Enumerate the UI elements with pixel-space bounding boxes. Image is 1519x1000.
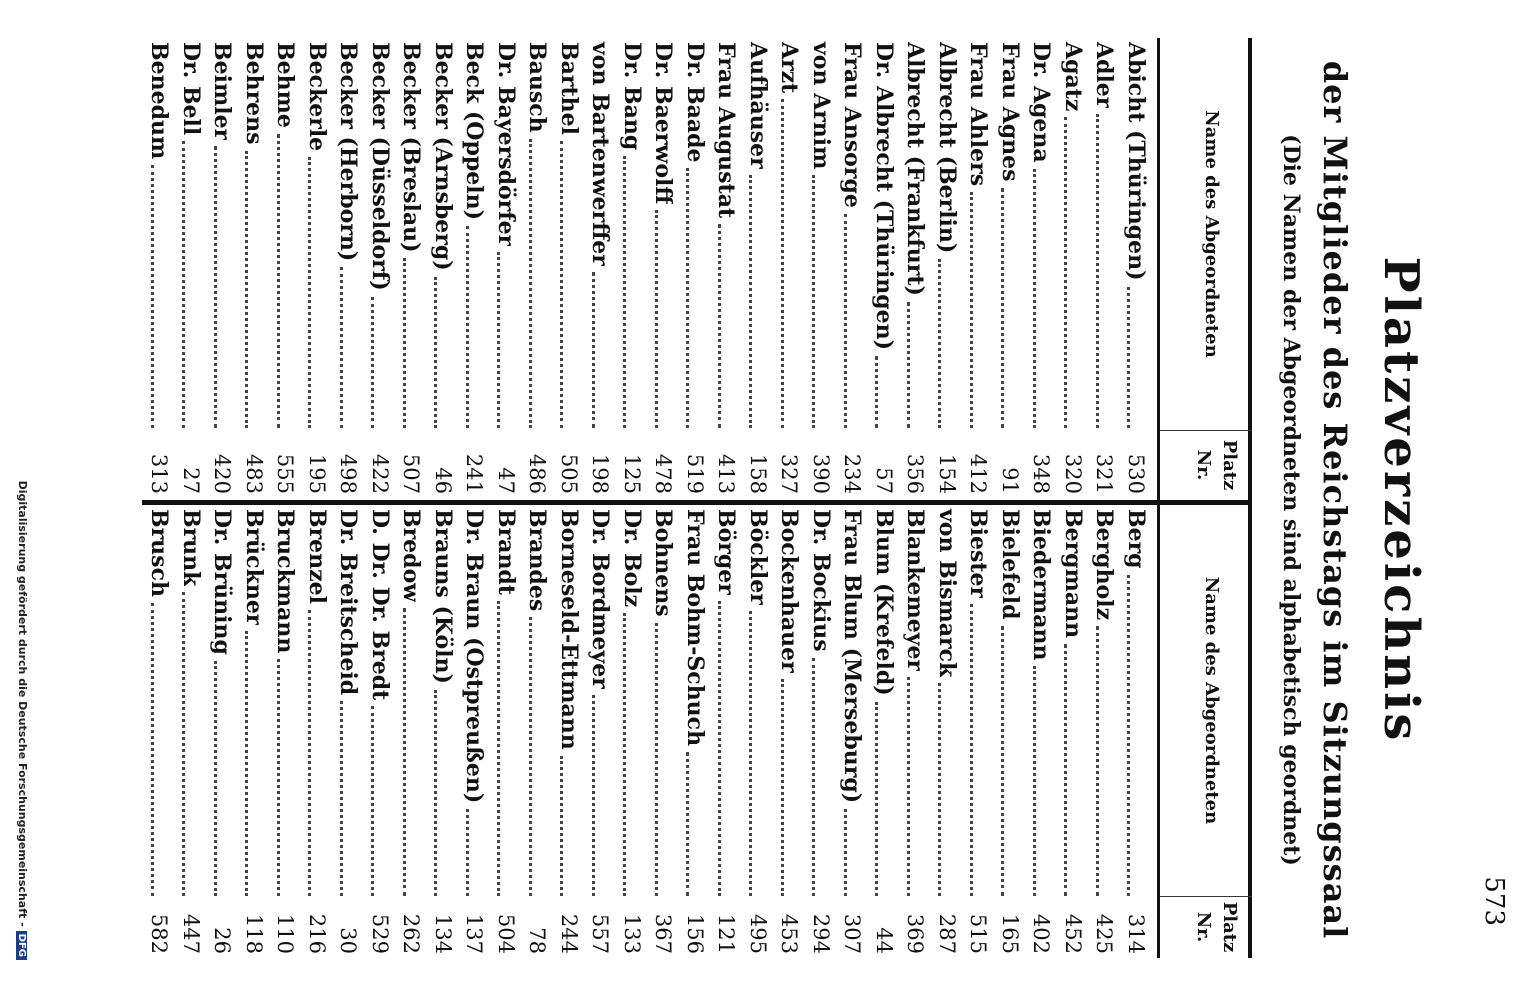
seat-number: 447 <box>179 913 203 954</box>
member-name: Bohnens <box>650 509 677 617</box>
member-name: Brückner <box>241 509 267 626</box>
seat-number: 356 <box>903 453 928 494</box>
right-seat-header-line2: Nr. <box>1193 911 1214 943</box>
dot-leader <box>435 277 439 428</box>
table-row <box>301 38 333 500</box>
table-row <box>175 505 207 958</box>
member-name: Becker (Düsseldorf) <box>367 42 393 291</box>
member-name: Dr. Bordmeyer <box>587 509 614 689</box>
seat-number: 198 <box>588 453 613 494</box>
table-row <box>1057 38 1089 500</box>
left-seat-header-line2: Nr. <box>1193 449 1214 481</box>
seat-number: 46 <box>431 467 455 494</box>
dot-leader <box>939 683 943 896</box>
dot-leader <box>844 809 848 896</box>
seat-number: 287 <box>935 913 959 954</box>
seat-number: 413 <box>714 453 739 494</box>
member-name: Aufhäuser <box>745 42 771 169</box>
member-name: Barthel <box>556 42 582 135</box>
seat-number: 504 <box>494 913 518 954</box>
table-row <box>364 38 396 500</box>
dot-leader <box>214 146 218 428</box>
left-seat-header <box>1162 430 1242 500</box>
seat-number: 530 <box>1124 453 1148 494</box>
dot-leader <box>876 702 880 896</box>
table-row <box>836 505 868 958</box>
dot-leader <box>372 297 376 428</box>
seat-number: 137 <box>462 913 487 954</box>
table-row <box>1088 505 1120 958</box>
seat-number: 321 <box>1092 453 1117 494</box>
seat-number: 369 <box>903 913 928 954</box>
member-name: Dr. Bolz <box>619 509 645 608</box>
member-name: von Bartenwerffer <box>587 42 614 266</box>
table-row <box>805 38 837 500</box>
seat-number: 121 <box>714 913 739 954</box>
dot-leader <box>246 151 250 428</box>
member-name: Dr. Bang <box>619 42 645 151</box>
table-header-rule <box>1157 38 1160 958</box>
dot-leader <box>844 214 848 428</box>
seat-number: 125 <box>620 453 644 494</box>
dot-leader <box>340 267 344 428</box>
member-name: Becker (Arnsberg) <box>430 42 456 271</box>
seating-table <box>142 38 1252 958</box>
member-name: Frau Agnes <box>997 42 1023 182</box>
dot-leader <box>277 134 281 428</box>
member-name: Berg <box>1123 509 1149 569</box>
table-row <box>805 505 837 958</box>
member-name: Biester <box>965 509 992 599</box>
dot-leader <box>813 658 817 896</box>
table-row <box>332 505 364 958</box>
member-name: Blankemeyer <box>902 509 929 672</box>
seat-number: 420 <box>210 453 235 494</box>
table-row <box>647 505 679 958</box>
seat-number: 154 <box>935 453 959 494</box>
member-name: Böckler <box>745 509 771 605</box>
dot-leader <box>435 690 439 896</box>
dot-leader <box>687 168 691 428</box>
table-row <box>553 38 585 500</box>
table-row <box>584 38 616 500</box>
dot-leader <box>214 661 218 896</box>
seat-number: 507 <box>399 453 424 494</box>
member-name: von Arnim <box>808 42 834 170</box>
seat-number: 453 <box>777 913 802 954</box>
member-name: Dr. Brüning <box>209 509 236 655</box>
dot-leader <box>781 679 785 896</box>
dot-leader <box>529 617 533 896</box>
seat-number: 478 <box>651 453 676 494</box>
dot-leader <box>277 659 281 896</box>
seat-number: 313 <box>147 453 172 494</box>
dot-leader <box>246 631 250 896</box>
member-name: Benedum <box>146 42 173 160</box>
table-row <box>1088 38 1120 500</box>
member-name: Becker (Breslau) <box>398 42 425 253</box>
digitization-credit <box>4 0 29 1000</box>
member-name: Borneseld-Ettmann <box>556 509 582 750</box>
member-name: Behrens <box>241 42 267 145</box>
table-row <box>962 38 994 500</box>
table-row <box>521 38 553 500</box>
dot-leader <box>750 611 754 896</box>
table-row <box>1120 505 1152 958</box>
member-name: Frau Augustat <box>713 42 740 219</box>
dot-leader <box>781 99 785 428</box>
right-name-header: Name des Abgeordneten <box>1201 576 1222 825</box>
dot-leader <box>403 608 407 896</box>
table-row <box>710 505 742 958</box>
page-title: Platzverzeichnis <box>1373 256 1429 744</box>
seat-number: 26 <box>210 927 235 954</box>
table-row <box>427 38 459 500</box>
seat-number: 412 <box>966 453 991 494</box>
seat-number: 78 <box>525 927 550 954</box>
table-row <box>1057 505 1089 958</box>
table-row <box>143 505 175 958</box>
table-row <box>206 505 238 958</box>
seat-number: 402 <box>1029 913 1054 954</box>
left-name-header: Name des Abgeordneten <box>1201 110 1222 358</box>
seat-number: 498 <box>336 453 361 494</box>
member-name: Brusch <box>146 509 173 597</box>
dot-leader <box>1002 188 1006 428</box>
dot-leader <box>561 756 565 896</box>
seat-number: 234 <box>840 453 865 494</box>
dot-leader <box>183 592 187 896</box>
member-name: Beckerle <box>304 42 330 152</box>
table-row <box>710 38 742 500</box>
member-name: Brandes <box>524 509 551 612</box>
table-row <box>175 38 207 500</box>
credit-text: Digitalisierung gefördert durch die Deutsche Forschungsgemeinschaft - <box>16 480 29 927</box>
seat-number: 495 <box>746 913 770 954</box>
seat-number: 156 <box>683 913 707 954</box>
table-row <box>868 38 900 500</box>
dot-leader <box>498 601 502 896</box>
dot-leader <box>1033 666 1037 896</box>
dot-leader <box>907 302 911 428</box>
member-name: Bruckmann <box>272 509 299 654</box>
seat-number: 91 <box>998 467 1022 494</box>
dot-leader <box>340 701 344 896</box>
table-row <box>238 38 270 500</box>
member-name: Albrecht (Frankfurt) <box>902 42 929 296</box>
seat-number: 307 <box>840 913 865 954</box>
member-name: Dr. Agena <box>1028 42 1055 163</box>
dot-leader <box>592 695 596 896</box>
table-row <box>269 505 301 958</box>
seat-number: 486 <box>525 453 550 494</box>
dot-leader <box>1096 114 1100 428</box>
table-row <box>836 38 868 500</box>
member-name: Dr. Braun (Ostpreußen) <box>461 509 488 804</box>
table-row <box>647 38 679 500</box>
member-name: Agatz <box>1060 42 1086 112</box>
right-column-rows <box>143 505 1151 958</box>
dot-leader <box>561 141 565 428</box>
dot-leader <box>592 272 596 428</box>
seat-number: 216 <box>305 913 329 954</box>
dot-leader <box>939 259 943 428</box>
table-row <box>584 505 616 958</box>
member-name: Beck (Oppeln) <box>461 42 488 220</box>
right-seat-header <box>1162 896 1242 958</box>
seat-number: 515 <box>966 913 991 954</box>
table-row <box>616 505 648 958</box>
dot-leader <box>624 613 628 896</box>
seat-number: 555 <box>273 453 298 494</box>
dot-leader <box>1033 169 1037 428</box>
left-column-rows <box>143 38 1151 500</box>
table-row <box>773 38 805 500</box>
table-row <box>742 38 774 500</box>
table-row <box>679 505 711 958</box>
seat-number: 195 <box>305 453 329 494</box>
seat-number: 30 <box>336 927 361 954</box>
dot-leader <box>151 165 155 428</box>
dot-leader <box>655 623 659 896</box>
member-name: Blum (Krefeld) <box>871 509 897 696</box>
seat-number: 44 <box>872 927 896 954</box>
member-name: Adler <box>1091 42 1118 109</box>
member-name: Frau Ansorge <box>839 42 866 208</box>
table-row <box>301 505 333 958</box>
table-row <box>521 505 553 958</box>
member-name: Albrecht (Berlin) <box>934 42 960 254</box>
seat-number: 422 <box>368 453 392 494</box>
seat-number: 134 <box>431 913 455 954</box>
dot-leader <box>309 157 313 428</box>
seat-number: 529 <box>368 913 392 954</box>
dot-leader <box>750 175 754 428</box>
table-row <box>395 38 427 500</box>
seat-number: 483 <box>242 453 266 494</box>
member-name: Becker (Herborn) <box>335 42 362 262</box>
seat-number: 505 <box>557 453 581 494</box>
table-row <box>238 505 270 958</box>
table-row <box>899 38 931 500</box>
seat-number: 165 <box>998 913 1022 954</box>
table-row <box>458 505 490 958</box>
table-row <box>899 505 931 958</box>
seat-number: 118 <box>242 913 266 954</box>
table-row <box>458 38 490 500</box>
member-name: Brandt <box>493 509 519 595</box>
member-name: Biedermann <box>1028 509 1055 661</box>
seat-number: 241 <box>462 453 487 494</box>
member-name: Abicht (Thüringen) <box>1123 42 1149 281</box>
seat-number: 57 <box>872 467 896 494</box>
member-name: Bielefeld <box>997 509 1023 620</box>
member-name: Bergmann <box>1060 509 1086 639</box>
table-row <box>868 505 900 958</box>
dot-leader <box>1096 626 1100 896</box>
seat-number: 262 <box>399 913 424 954</box>
table-row <box>679 38 711 500</box>
seat-number: 244 <box>557 913 581 954</box>
dot-leader <box>655 210 659 428</box>
member-name: Börger <box>713 509 740 595</box>
member-name: Frau Bohm-Schuch <box>682 509 708 747</box>
seat-number: 27 <box>179 467 203 494</box>
dot-leader <box>403 258 407 428</box>
seat-number: 110 <box>273 913 298 954</box>
member-name: Brunk <box>178 509 204 587</box>
table-row <box>395 505 427 958</box>
page-number: 573 <box>1479 876 1509 926</box>
table-row <box>962 505 994 958</box>
table-row <box>364 505 396 958</box>
dot-leader <box>1128 287 1132 428</box>
seat-number: 582 <box>147 913 172 954</box>
dot-leader <box>529 139 533 428</box>
seat-number: 425 <box>1092 913 1117 954</box>
dot-leader <box>970 192 974 428</box>
dot-leader <box>1065 644 1069 896</box>
member-name: Bausch <box>524 42 551 133</box>
seat-number: 452 <box>1061 913 1085 954</box>
table-row <box>1120 38 1152 500</box>
seat-number: 320 <box>1061 453 1085 494</box>
dot-leader <box>970 604 974 896</box>
seat-number: 348 <box>1029 453 1054 494</box>
member-name: Frau Ahlers <box>965 42 992 187</box>
dot-leader <box>466 809 470 896</box>
dot-leader <box>466 226 470 428</box>
ordering-note: (Die Namen der Abgeordneten sind alphabetisch geordnet) <box>1278 134 1304 866</box>
table-row <box>490 38 522 500</box>
seat-number: 519 <box>683 453 707 494</box>
dot-leader <box>876 356 880 428</box>
dot-leader <box>309 610 313 896</box>
table-row <box>931 38 963 500</box>
table-row <box>553 505 585 958</box>
table-row <box>490 505 522 958</box>
member-name: Bredow <box>398 509 425 603</box>
table-row <box>143 38 175 500</box>
left-seat-header-line1: Platz <box>1219 439 1240 491</box>
dot-leader <box>687 752 691 896</box>
member-name: Dr. Bayersdörfer <box>493 42 519 247</box>
dot-leader <box>813 175 817 428</box>
seat-number: 327 <box>777 453 802 494</box>
seat-number: 390 <box>809 453 833 494</box>
dfg-logo: DFG <box>16 931 27 960</box>
member-name: Brenzel <box>304 509 330 605</box>
dot-leader <box>718 601 722 896</box>
table-row <box>269 38 301 500</box>
dot-leader <box>1128 575 1132 896</box>
member-name: Dr. Breitscheid <box>335 509 362 696</box>
seat-number: 294 <box>809 913 833 954</box>
page-subtitle: der Mitglieder des Reichstags im Sitzungssaal <box>1316 60 1354 940</box>
dot-leader <box>1065 117 1069 428</box>
member-name: Dr. Bell <box>178 42 204 136</box>
seat-number: 557 <box>588 913 613 954</box>
seat-number: 133 <box>620 913 644 954</box>
dot-leader <box>498 252 502 428</box>
member-name: Bockenhauer <box>776 509 803 673</box>
table-top-rule <box>1248 38 1252 958</box>
dot-leader <box>1002 626 1006 896</box>
seat-number: 367 <box>651 913 676 954</box>
table-row <box>616 38 648 500</box>
member-name: Dr. Bockius <box>808 509 834 652</box>
table-row <box>931 505 963 958</box>
table-row <box>994 38 1026 500</box>
table-row <box>1025 505 1057 958</box>
member-name: Bergholz <box>1091 509 1118 621</box>
member-name: Dr. Baerwolff <box>650 42 677 205</box>
member-name: Behme <box>272 42 299 128</box>
member-name: Dr. Baade <box>682 42 708 163</box>
dot-leader <box>151 603 155 896</box>
member-name: Dr. Albrecht (Thüringen) <box>871 42 897 351</box>
dot-leader <box>372 706 376 896</box>
table-row <box>1025 38 1057 500</box>
member-name: Brauns (Köln) <box>430 509 456 684</box>
table-row <box>206 38 238 500</box>
table-row <box>742 505 774 958</box>
dot-leader <box>907 677 911 896</box>
member-name: Arzt <box>776 42 803 94</box>
right-seat-header-line1: Platz <box>1219 901 1240 953</box>
dot-leader <box>183 141 187 428</box>
table-row <box>994 505 1026 958</box>
member-name: von Bismarck <box>934 509 960 678</box>
table-row <box>773 505 805 958</box>
table-row <box>427 505 459 958</box>
dot-leader <box>624 156 628 428</box>
seat-number: 47 <box>494 467 518 494</box>
seat-number: 158 <box>746 453 770 494</box>
member-name: D. Dr. Dr. Bredt <box>367 509 393 701</box>
seat-number: 314 <box>1124 913 1148 954</box>
dot-leader <box>718 224 722 428</box>
member-name: Frau Blum (Merseburg) <box>839 509 866 804</box>
table-row <box>332 38 364 500</box>
member-name: Beimler <box>209 42 236 141</box>
